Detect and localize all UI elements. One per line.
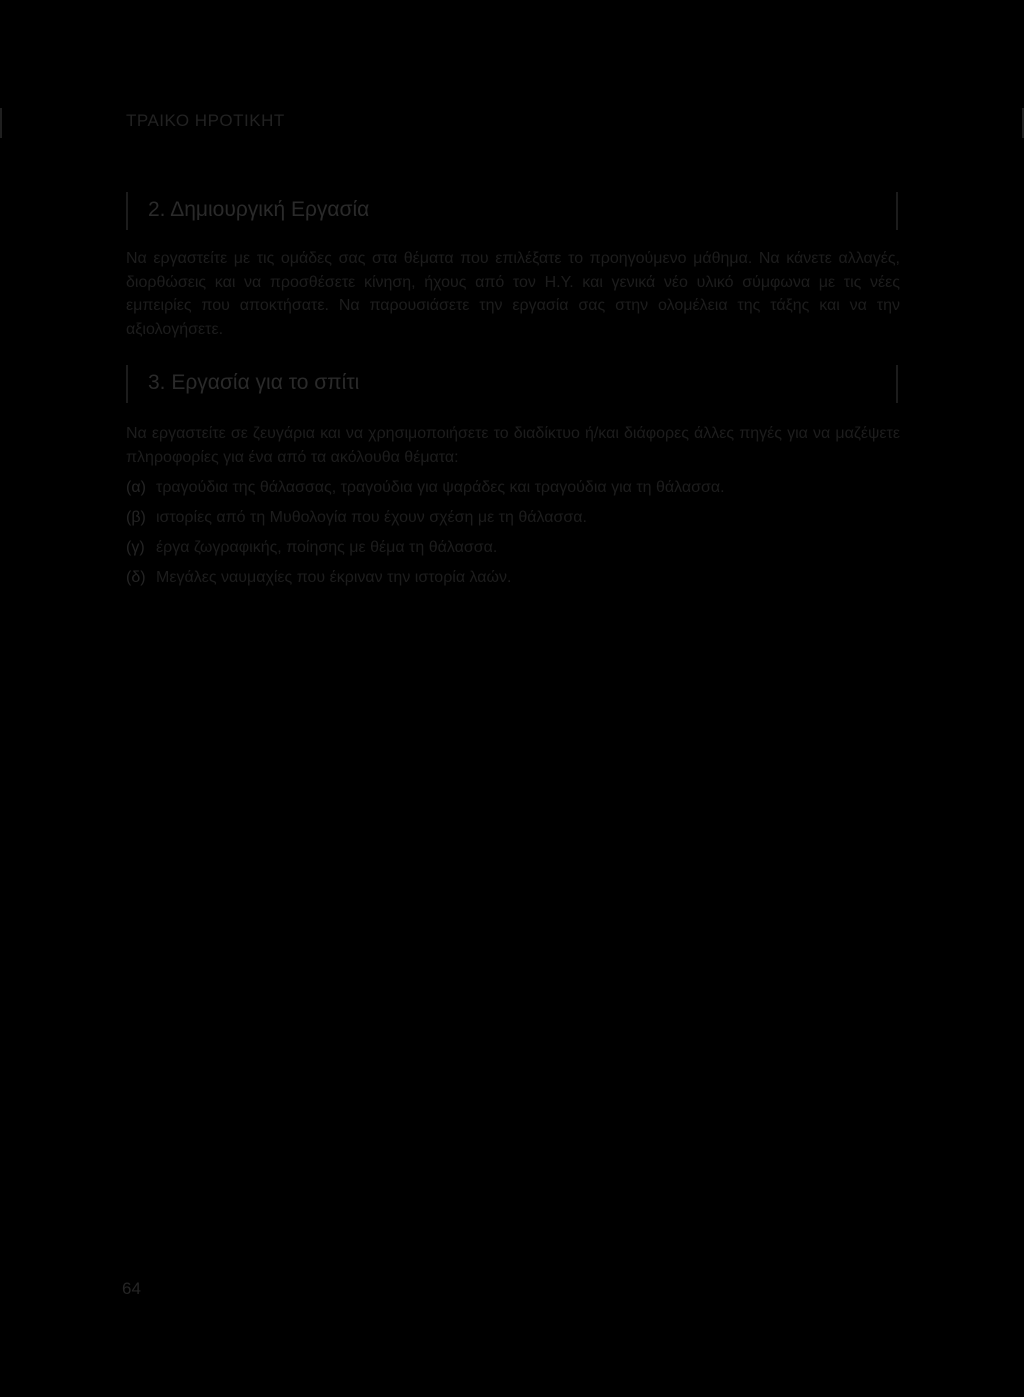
list-item xyxy=(126,476,900,499)
section-title xyxy=(148,371,359,395)
section-heading-3 xyxy=(126,365,898,403)
section-title xyxy=(148,198,369,222)
section-number: 3. xyxy=(148,371,166,394)
section-body-2: Να εργαστείτε με τις ομάδες σας στα θέματα που επιλέξατε το προηγούμενο μάθημα. Να κάνετε αλλαγές, διορθώσεις και να προσθέσετε κίνηση, ήχους από τον Η.Υ. και γενικά νέο υλικό σύμφωνα με τις νέες εμπειρίες που αποκτήσατε. Να παρουσιάσετε την εργασία σας στην ολομέλεια της τάξης και να την αξιολογήσετε. xyxy=(126,250,900,338)
list-item-text: τραγούδια της θάλασσας, τραγούδια για ψαράδες και τραγούδια για τη θάλασσα. xyxy=(156,479,725,496)
list-marker: (γ) xyxy=(126,539,145,556)
section-title-text: Εργασία για το σπίτι xyxy=(171,371,360,394)
page-number: 64 xyxy=(122,1279,141,1298)
list-item xyxy=(126,506,900,529)
section-body-3: Να εργαστείτε σε ζευγάρια και να χρησιμοποιήσετε το διαδίκτυο ή/και διάφορες άλλες πηγές για να μαζέψετε πληροφορίες για ένα από τα ακόλουθα θέματα: xyxy=(126,425,900,466)
list-item-text: έργα ζωγραφικής, ποίησης με θέμα τη θάλασσα. xyxy=(156,539,498,556)
list-item-text: Μεγάλες ναυμαχίες που έκριναν την ιστορία λαών. xyxy=(156,569,512,586)
list-item xyxy=(126,566,900,589)
left-edge-mark xyxy=(0,108,2,138)
list-item-text: ιστορίες από τη Μυθολογία που έχουν σχέση με τη θάλασσα. xyxy=(156,509,587,526)
list-marker: (β) xyxy=(126,509,146,526)
section-heading-2 xyxy=(126,192,898,230)
list-marker: (δ) xyxy=(126,569,146,586)
list-item xyxy=(126,536,900,559)
section-number: 2. xyxy=(148,198,166,221)
section-title-text: Δημιουργική Εργασία xyxy=(170,198,370,221)
list-marker: (α) xyxy=(126,479,146,496)
running-head: ΤΡΑΙΚΟ ΗΡΟΤΙΚΗΤ xyxy=(126,111,285,130)
